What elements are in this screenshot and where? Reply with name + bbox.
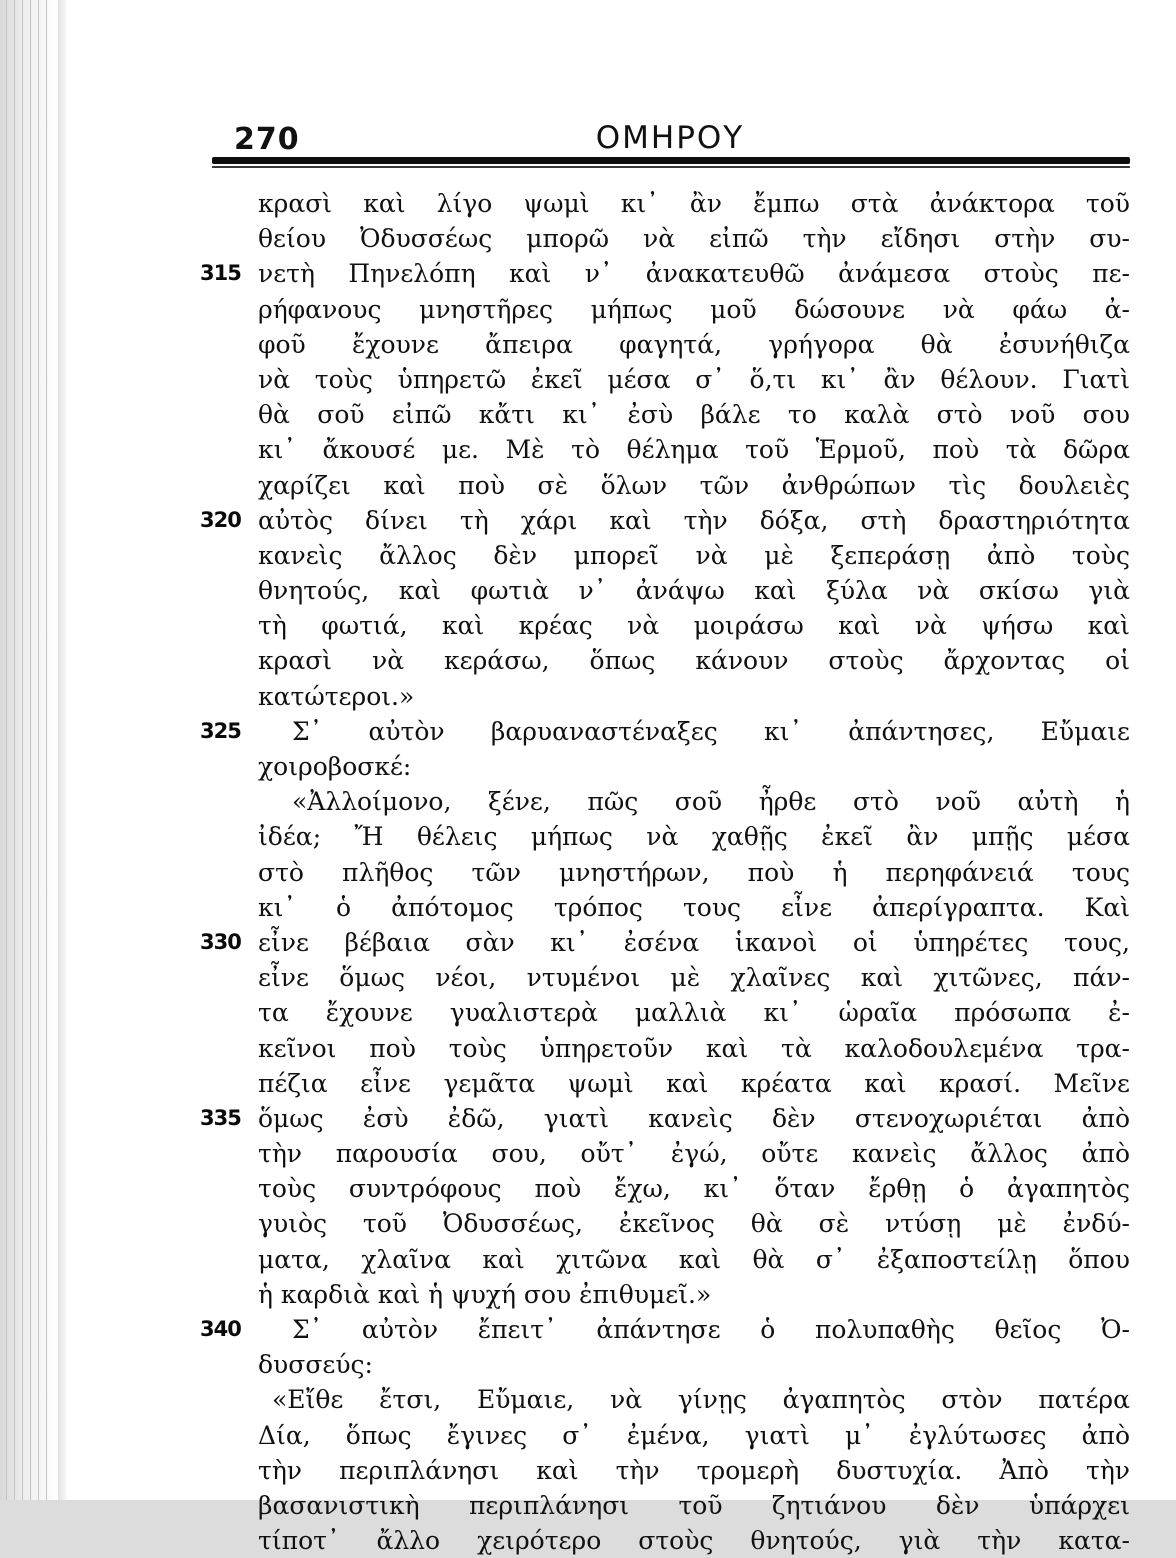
text-line	[200, 1418, 1130, 1453]
line-text: θείου Ὀδυσσέως μπορῶ νὰ εἰπῶ τὴν εἴδησι στὴν συ-	[258, 224, 1130, 254]
line-text: τοὺς συντρόφους ποὺ ἔχω, κι᾽ ὅταν ἔρθῃ ὁ ἀγαπητὸς	[258, 1174, 1130, 1204]
line-text: Δία, ὅπως ἔγινες σ᾽ ἐμένα, γιατὶ μ᾽ ἐγλύτωσες ἀπὸ	[258, 1420, 1130, 1450]
header-rule	[212, 157, 1130, 164]
line-text: κρασὶ νὰ κεράσω, ὅπως κάνουν στοὺς ἄρχοντας οἱ	[258, 646, 1130, 676]
line-number-marker: 340	[200, 1317, 241, 1341]
line-text: χαρίζει καὶ ποὺ σὲ ὅλων τῶν ἀνθρώπων τὶς δουλειὲς	[258, 470, 1130, 500]
text-line	[200, 1242, 1130, 1277]
line-text: ρήφανους μνηστῆρες μήπως μοῦ δώσουνε νὰ φάω ἀ-	[258, 294, 1130, 324]
text-line	[200, 503, 1130, 538]
line-text: «Εἴθε ἔτσι, Εὔμαιε, νὰ γίνῃς ἀγαπητὸς στὸν πατέρα	[272, 1385, 1130, 1415]
text-line	[200, 327, 1130, 362]
line-text: ἰδέα; Ἤ θέλεις μήπως νὰ χαθῇς ἐκεῖ ἂν μπῇς μέσα	[258, 822, 1130, 852]
text-line	[200, 819, 1130, 854]
text-line	[200, 960, 1130, 995]
line-text: ἡ καρδιὰ καὶ ἡ ψυχή σου ἐπιθυμεῖ.»	[258, 1279, 712, 1309]
text-line	[200, 292, 1130, 327]
line-text: κρασὶ καὶ λίγο ψωμὶ κι᾽ ἂν ἔμπω στὰ ἀνάκτορα τοῦ	[258, 189, 1130, 218]
text-line	[200, 1171, 1130, 1206]
text-line	[200, 468, 1130, 503]
text-line	[200, 362, 1130, 397]
text-line	[200, 186, 1130, 221]
text-line	[200, 1136, 1130, 1171]
text-line	[200, 1277, 1130, 1312]
edge-line	[38, 0, 39, 1500]
edge-line	[22, 0, 23, 1500]
text-line	[200, 538, 1130, 573]
line-text: γυιὸς τοῦ Ὀδυσσέως, ἐκεῖνος θὰ σὲ ντύσῃ μὲ ἐνδύ-	[258, 1209, 1130, 1239]
page-number: 270	[234, 122, 300, 157]
header-rule-thin	[212, 166, 1130, 168]
line-number-marker: 335	[200, 1105, 241, 1130]
page-stack-edge	[0, 0, 58, 1500]
text-line	[200, 1312, 1130, 1347]
text-line	[200, 1523, 1130, 1558]
text-line	[200, 608, 1130, 643]
text-line	[200, 1101, 1130, 1136]
text-line	[200, 1347, 1130, 1382]
text-line	[200, 749, 1130, 784]
line-number-marker: 320	[200, 507, 241, 532]
line-text: Σ᾽ αὐτὸν ἔπειτ᾽ ἀπάντησε ὁ πολυπαθὴς θεῖος Ὀ-	[292, 1315, 1130, 1344]
line-text: νὰ τοὺς ὑπηρετῶ ἐκεῖ μέσα σ᾽ ὅ,τι κι᾽ ἂν θέλουν. Γιατὶ	[258, 364, 1130, 394]
line-text: θνητούς, καὶ φωτιὰ ν᾽ ἀνάψω καὶ ξύλα νὰ σκίσω γιὰ	[258, 576, 1130, 606]
text-line	[200, 1382, 1130, 1417]
text-line	[200, 784, 1130, 819]
line-text: εἶνε βέβαια σὰν κι᾽ ἐσένα ἱκανοὶ οἱ ὑπηρέτες τους,	[258, 927, 1130, 957]
line-text: κι᾽ ἄκουσέ με. Μὲ τὸ θέλημα τοῦ Ἑρμοῦ, ποὺ τὰ δῶρα	[258, 435, 1130, 465]
line-text: φοῦ ἔχουνε ἄπειρα φαγητά, γρήγορα θὰ ἐσυνήθιζα	[258, 329, 1130, 359]
line-number-marker: 325	[200, 718, 241, 743]
line-text: θὰ σοῦ εἰπῶ κἄτι κι᾽ ἐσὺ βάλε το καλὰ στὸ νοῦ σου	[258, 400, 1130, 430]
line-number-marker: 315	[200, 261, 241, 286]
line-text: στὸ πλῆθος τῶν μνηστήρων, ποὺ ἡ περηφάνειά τους	[258, 857, 1130, 887]
text-line	[200, 1206, 1130, 1241]
text-line	[200, 256, 1130, 291]
line-text: κι᾽ ὁ ἀπότομος τρόπος τους εἶνε ἀπερίγραπτα. Καὶ	[258, 892, 1130, 922]
line-text: τὴν παρουσία σου, οὔτ᾽ ἐγώ, οὔτε κανεὶς ἄλλος ἀπὸ	[258, 1139, 1130, 1169]
page-header	[210, 112, 1130, 162]
line-text: τίποτ᾽ ἄλλο χειρότερο στοὺς θνητούς, γιὰ τὴν κατα-	[258, 1526, 1130, 1556]
edge-line	[46, 0, 47, 1500]
text-line	[200, 714, 1130, 749]
line-text: ματα, χλαῖνα καὶ χιτῶνα καὶ θὰ σ᾽ ἐξαποστείλῃ ὅπου	[258, 1244, 1130, 1274]
line-text: κεῖνοι ποὺ τοὺς ὑπηρετοῦν καὶ τὰ καλοδουλεμένα τρα-	[258, 1033, 1130, 1063]
line-number-marker: 330	[200, 929, 241, 954]
text-line	[200, 890, 1130, 925]
text-line	[200, 995, 1130, 1030]
line-text: νετὴ Πηνελόπη καὶ ν᾽ ἀνακατευθῶ ἀνάμεσα στοὺς πε-	[258, 259, 1130, 289]
edge-line	[30, 0, 31, 1500]
line-text: κανεὶς ἄλλος δὲν μπορεῖ νὰ μὲ ξεπεράσῃ ἀπὸ τοὺς	[258, 540, 1130, 570]
edge-line	[14, 0, 15, 1500]
text-line	[200, 1066, 1130, 1101]
line-text: βασανιστικὴ περιπλάνησι τοῦ ζητιάνου δὲν ὑπάρχει	[258, 1490, 1130, 1520]
text-line	[200, 1488, 1130, 1523]
text-line	[200, 679, 1130, 714]
line-text: «Ἀλλοίμονο, ξένε, πῶς σοῦ ἦρθε στὸ νοῦ αὐτὴ ἡ	[292, 787, 1130, 817]
line-text: Σ᾽ αὐτὸν βαρυαναστέναξες κι᾽ ἀπάντησες, Εὔμαιε	[292, 716, 1130, 746]
gutter-shadow	[58, 0, 68, 1500]
body-text	[200, 186, 1130, 1558]
line-text: τὴ φωτιά, καὶ κρέας νὰ μοιράσω καὶ νὰ ψήσω καὶ	[258, 611, 1130, 641]
line-text: χοιροβοσκέ:	[258, 752, 412, 781]
text-line	[200, 925, 1130, 960]
running-head: ΟΜΗΡΟΥ	[595, 120, 745, 156]
edge-line	[6, 0, 7, 1500]
text-line	[200, 855, 1130, 890]
text-line	[200, 432, 1130, 467]
text-line	[200, 1453, 1130, 1488]
line-text: τα ἔχουνε γυαλιστερὰ μαλλιὰ κι᾽ ὡραῖα πρόσωπα ἐ-	[258, 998, 1130, 1028]
line-text: αὐτὸς δίνει τὴ χάρι καὶ τὴν δόξα, στὴ δραστηριότητα	[258, 505, 1130, 535]
line-text: δυσσεύς:	[258, 1350, 373, 1380]
text-line	[200, 397, 1130, 432]
line-text: εἶνε ὅμως νέοι, ντυμένοι μὲ χλαῖνες καὶ χιτῶνες, πάν-	[258, 963, 1130, 993]
line-text: κατώτεροι.»	[258, 681, 415, 711]
line-text: ὅμως ἐσὺ ἐδῶ, γιατὶ κανεὶς δὲν στενοχωριέται ἀπὸ	[258, 1103, 1130, 1133]
text-line	[200, 573, 1130, 608]
line-text: πέζια εἶνε γεμᾶτα ψωμὶ καὶ κρέατα καὶ κρασί. Μεῖνε	[258, 1068, 1130, 1098]
text-line	[200, 1031, 1130, 1066]
line-text: τὴν περιπλάνησι καὶ τὴν τρομερὴ δυστυχία. Ἀπὸ τὴν	[258, 1455, 1130, 1485]
text-line	[200, 643, 1130, 678]
text-line	[200, 221, 1130, 256]
